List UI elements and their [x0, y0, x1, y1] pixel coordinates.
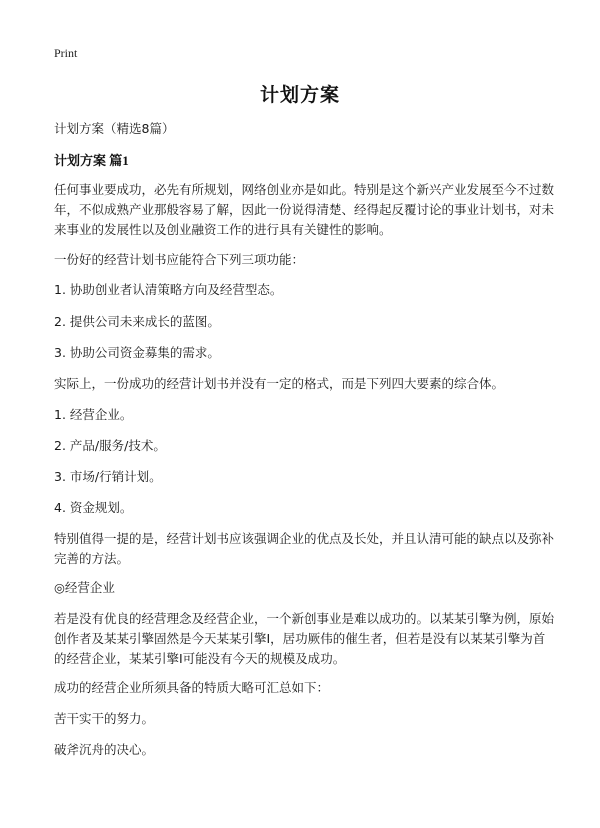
list-item: 苦干实干的努力。 [54, 711, 155, 726]
list-item: 3. 市场/行销计划。 [54, 469, 162, 484]
paragraph-emphasis: 特别值得一提的是，经营计划书应该强调企业的优点及长处，并且认清可能的缺点以及弥补完善的方法。 [54, 531, 555, 566]
list-item: 1. 协助创业者认清策略方向及经营型态。 [54, 282, 283, 297]
print-label: Print [54, 46, 78, 60]
list-item: 2. 提供公司未来成长的蓝图。 [54, 314, 220, 329]
list-item: 破斧沉舟的决心。 [54, 742, 155, 757]
section-heading: 计划方案 篇1 [54, 153, 129, 168]
paragraph-intro: 任何事业要成功，必先有所规划，网络创业亦是如此。特别是这个新兴产业发展至今不过数年，不似成熟产业那般容易了解，因此一份说得清楚、经得起反覆讨论的事业计划书，对未来事业的发展性以及创业融资工作的进行具有关键性的影响。 [54, 182, 555, 237]
page-title: 计划方案 [259, 84, 340, 106]
paragraph-elements-lead: 实际上，一份成功的经营计划书并没有一定的格式，而是下列四大要素的综合体。 [54, 376, 505, 391]
subsection-heading: ◎经营企业 [54, 580, 115, 595]
paragraph-traits-lead: 成功的经营企业所须具备的特质大略可汇总如下： [54, 680, 330, 695]
list-item: 4. 资金规划。 [54, 500, 133, 515]
list-item: 1. 经营企业。 [54, 407, 133, 422]
list-item: 2. 产品/服务/技术。 [54, 438, 166, 453]
document-subtitle: 计划方案（精选8篇） [54, 121, 175, 136]
paragraph-management: 若是没有优良的经营理念及经营企业，一个新创事业是难以成功的。以某某引擎为例，原始创作者及某某引擎固然是今天某某引擎I，居功厥伟的催生者，但若是没有以某某引擎为首的经营企业，某某引擎I可能没有今天的规模及成功。 [54, 611, 555, 666]
paragraph-functions-lead: 一份好的经营计划书应能符合下列三项功能： [54, 252, 305, 267]
list-item: 3. 协助公司资金募集的需求。 [54, 345, 220, 360]
